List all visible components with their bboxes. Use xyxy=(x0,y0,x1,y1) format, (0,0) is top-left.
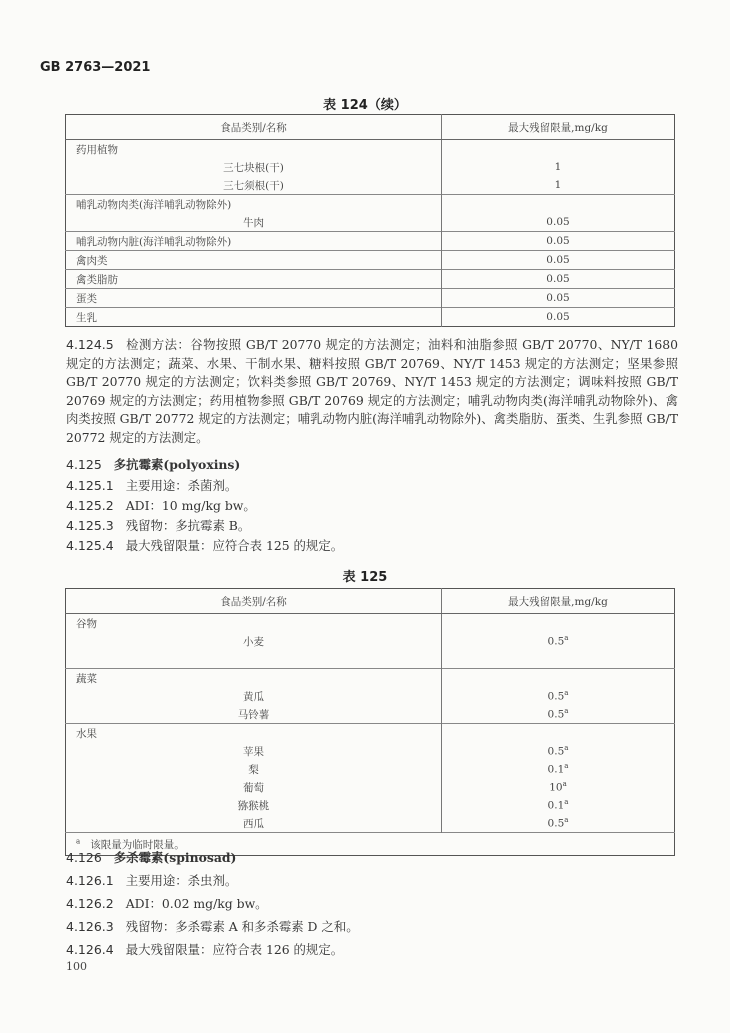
section-text: 残留物：多杀霉素 A 和多杀霉素 D 之和。 xyxy=(125,919,359,934)
item-name: 苹果 xyxy=(243,745,264,758)
section-4-124-5 xyxy=(66,336,678,448)
item-value: 0.05 xyxy=(442,232,675,251)
group-label: 水果 xyxy=(66,724,442,743)
col-header-value: 最大残留限量,mg/kg xyxy=(442,115,675,140)
table-124 xyxy=(65,114,675,327)
item-value: 0.05 xyxy=(442,251,675,270)
section-title: 多抗霉素(polyoxins) xyxy=(113,457,241,472)
section-number: 4.126.2 xyxy=(66,896,114,911)
col-header-value: 最大残留限量,mg/kg xyxy=(442,589,675,614)
section-4-125-3 xyxy=(66,516,250,534)
section-4-125-1 xyxy=(66,476,237,494)
item-value: 0.05 xyxy=(442,270,675,289)
footnote-text: 该限量为临时限量。 xyxy=(90,838,185,851)
section-text: ADI：0.02 mg/kg bw。 xyxy=(125,896,268,911)
footnote-mark: a xyxy=(564,798,569,807)
footnote-mark: a xyxy=(562,780,567,789)
group-label: 谷物 xyxy=(76,617,97,630)
item-name: 梨 xyxy=(248,763,259,776)
footnote-mark: a xyxy=(564,816,569,825)
footnote-mark: a xyxy=(564,744,569,753)
section-text: 主要用途：杀菌剂。 xyxy=(125,478,238,493)
section-number: 4.125.1 xyxy=(66,478,114,493)
section-number: 4.125.3 xyxy=(66,518,114,533)
section-number: 4.125.2 xyxy=(66,498,114,513)
section-4-126-2 xyxy=(66,894,268,912)
footnote-mark: a xyxy=(564,707,569,716)
item-value: 0.5 xyxy=(547,708,565,721)
item-value: 0.5 xyxy=(547,745,565,758)
item-value: 0.1 xyxy=(547,799,565,812)
table-124-title: 表 124（续） xyxy=(323,98,407,113)
group-label: 蔬菜 xyxy=(66,669,442,688)
item-name: 三七须根(干) xyxy=(223,179,284,192)
section-number: 4.126.4 xyxy=(66,942,114,957)
item-name: 三七块根(干) xyxy=(223,161,284,174)
group-label: 蛋类 xyxy=(66,289,442,308)
col-header-name: 食品类别/名称 xyxy=(66,589,442,614)
footnote-mark: a xyxy=(564,762,569,771)
section-4-126-1 xyxy=(66,871,237,889)
section-number: 4.126.3 xyxy=(66,919,114,934)
item-name: 马铃薯 xyxy=(237,708,270,721)
footnote-mark: a xyxy=(564,689,569,698)
item-name: 猕猴桃 xyxy=(237,799,270,812)
item-value: 0.5 xyxy=(547,690,565,703)
section-text: 主要用途：杀虫剂。 xyxy=(125,873,238,888)
item-name: 小麦 xyxy=(243,635,264,648)
group-label: 禽类脂肪 xyxy=(66,270,442,289)
table-125-title: 表 125 xyxy=(342,570,388,585)
section-text: 最大残留限量：应符合表 125 的规定。 xyxy=(125,538,344,553)
item-name: 牛肉 xyxy=(243,216,264,229)
section-4-125-4 xyxy=(66,536,343,554)
item-value: 0.5 xyxy=(547,635,565,648)
section-4-125-heading xyxy=(66,455,240,473)
item-name: 黄瓜 xyxy=(243,690,264,703)
section-title: 多杀霉素(spinosad) xyxy=(113,850,237,865)
item-value: 0.05 xyxy=(442,213,675,232)
section-4-126-3 xyxy=(66,917,359,935)
section-number: 4.126 xyxy=(66,850,102,865)
section-text: 最大残留限量：应符合表 126 的规定。 xyxy=(125,942,344,957)
item-value: 0.05 xyxy=(442,289,675,308)
item-value: 10 xyxy=(549,781,563,794)
footnote-mark: a xyxy=(76,837,81,845)
section-number: 4.126.1 xyxy=(66,873,114,888)
section-number: 4.124.5 xyxy=(66,337,114,352)
standard-number: GB 2763—2021 xyxy=(40,60,151,75)
group-label: 哺乳动物内脏(海洋哺乳动物除外) xyxy=(66,232,442,251)
item-name: 西瓜 xyxy=(243,817,264,830)
item-name: 葡萄 xyxy=(243,781,264,794)
item-value: 1 xyxy=(442,158,675,176)
section-number: 4.125 xyxy=(66,457,102,472)
item-value: 1 xyxy=(442,176,675,195)
section-text: ADI：10 mg/kg bw。 xyxy=(125,498,256,513)
item-value: 0.1 xyxy=(547,763,565,776)
section-4-126-heading xyxy=(66,848,236,866)
section-4-125-2 xyxy=(66,496,256,514)
page-number: 100 xyxy=(66,960,87,973)
footnote-mark: a xyxy=(564,634,569,643)
col-header-name: 食品类别/名称 xyxy=(66,115,442,140)
group-label: 生乳 xyxy=(66,308,442,327)
group-label: 药用植物 xyxy=(76,143,118,156)
section-4-126-4 xyxy=(66,940,343,958)
group-label: 禽肉类 xyxy=(66,251,442,270)
item-value: 0.05 xyxy=(442,308,675,327)
table-125 xyxy=(65,588,675,856)
group-label: 哺乳动物肉类(海洋哺乳动物除外) xyxy=(66,195,442,214)
section-number: 4.125.4 xyxy=(66,538,114,553)
section-text: 残留物：多抗霉素 B。 xyxy=(125,518,251,533)
section-text: 检测方法：谷物按照 GB/T 20770 规定的方法测定；油料和油脂参照 GB/T 20770、NY/T 1680 规定的方法测定；蔬菜、水果、干制水果、糖料按照 GB/T 20769、NY/T 1453 规定的方法测定；坚果参照 GB/T 20770 规定的方法测定；饮料类参照 GB/T 20769、NY/T 1453 规定的方法测定；调味料按照 GB/T 20769 规定的方法测定；药用植物参照 GB/T 20769 规定的方法测定；哺乳动物肉类(海洋哺乳动物除外)、禽肉类按照 GB/T 20772 规定的方法测定；哺乳动物内脏(海洋哺乳动物除外)、禽类脂肪、蛋类、生乳参照 GB/T 20772 规定的方法测定。 xyxy=(66,337,678,445)
item-value: 0.5 xyxy=(547,817,565,830)
